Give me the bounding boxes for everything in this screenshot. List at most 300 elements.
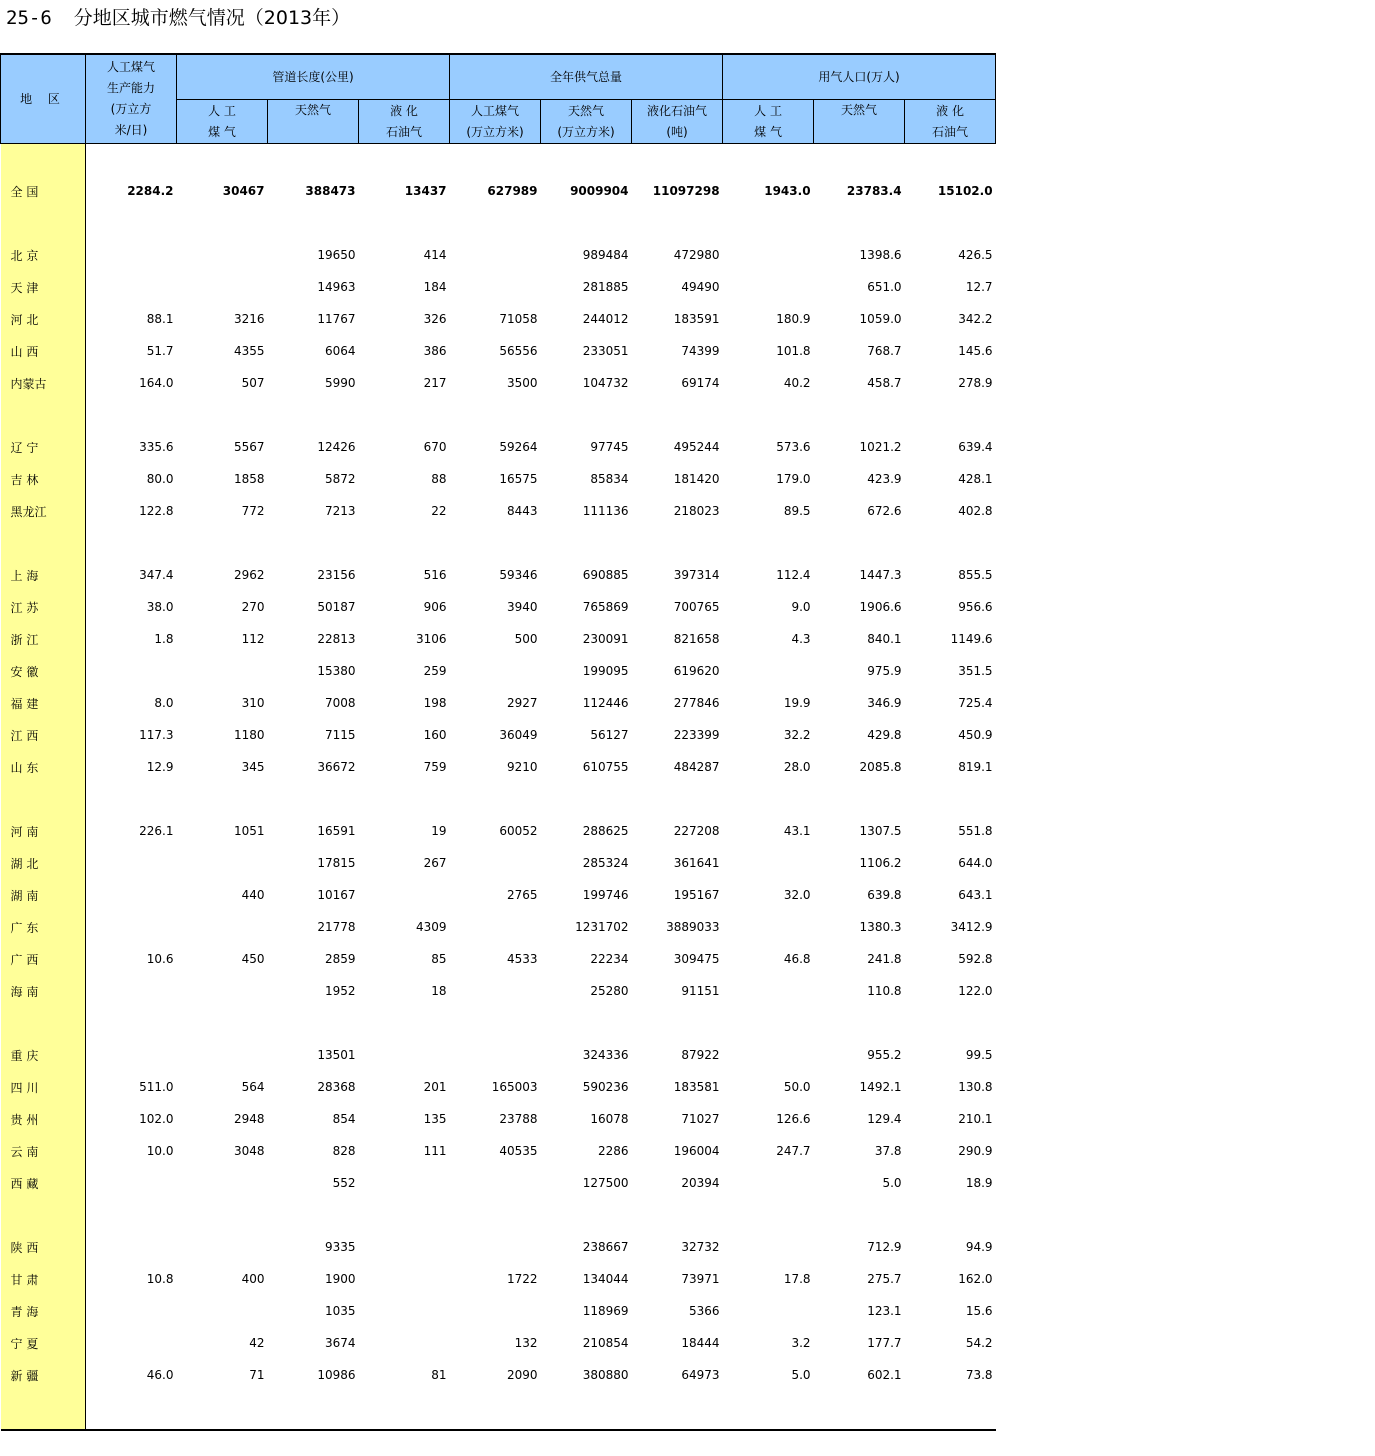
table-row: [1, 335, 996, 367]
table-row: [1, 591, 996, 623]
header-line: 人工煤气: [471, 103, 520, 118]
value-cell: 1492.1: [859, 1080, 902, 1094]
supply-group-header: 全年供气总量: [450, 54, 723, 100]
empty-cell: [632, 144, 723, 176]
value-cell: 23788: [499, 1112, 538, 1126]
value-cell: 643.1: [958, 888, 993, 902]
empty-cell: [723, 144, 814, 176]
value-cell: 270: [241, 600, 265, 614]
value-cell: 85: [431, 952, 447, 966]
region-name: 广 东: [1, 911, 86, 943]
region-name: 宁 夏: [1, 1327, 86, 1359]
value-cell: 7115: [324, 728, 356, 742]
header-line: (万立方米): [466, 124, 524, 139]
value-cell: 123.1: [867, 1304, 902, 1318]
value-cell: 651.0: [867, 280, 902, 294]
header-line: (万立方: [110, 102, 152, 116]
value-cell: 484287: [673, 760, 720, 774]
empty-cell: [541, 527, 632, 559]
value-cell: 2085.8: [859, 760, 902, 774]
empty-cell: [359, 1007, 450, 1039]
value-cell: 118969: [582, 1304, 629, 1318]
empty-cell: [632, 527, 723, 559]
value-cell: [450, 271, 541, 303]
region-name: 吉 林: [1, 463, 86, 495]
value-cell: 821658: [673, 632, 720, 646]
pipeline-lpg-header: [359, 100, 450, 144]
value-cell: 10986: [317, 1368, 356, 1382]
region-name: 西 藏: [1, 1167, 86, 1199]
value-cell: 670: [423, 440, 447, 454]
value-cell: 610755: [582, 760, 629, 774]
value-cell: 400: [241, 1272, 265, 1286]
table-row: [1, 847, 996, 879]
value-cell: 3940: [506, 600, 538, 614]
value-cell: [86, 1167, 177, 1199]
value-cell: 184: [423, 280, 447, 294]
value-cell: 110.8: [867, 984, 902, 998]
value-cell: 281885: [582, 280, 629, 294]
value-cell: 1447.3: [859, 568, 902, 582]
value-cell: [177, 655, 268, 687]
value-cell: 89.5: [783, 504, 811, 518]
value-cell: 13437: [404, 184, 447, 198]
value-cell: 2765: [506, 888, 538, 902]
value-cell: 772: [241, 504, 265, 518]
value-cell: 388473: [305, 184, 356, 198]
value-cell: [723, 271, 814, 303]
value-cell: 16591: [317, 824, 356, 838]
value-cell: 564: [241, 1080, 265, 1094]
value-cell: 351.5: [958, 664, 993, 678]
value-cell: 13501: [317, 1048, 356, 1062]
value-cell: 226.1: [139, 824, 174, 838]
empty-cell: [632, 783, 723, 815]
value-cell: 8.0: [154, 696, 174, 710]
spacer-row: [1, 1199, 996, 1231]
table-row: [1, 1071, 996, 1103]
value-cell: [723, 655, 814, 687]
value-cell: 458.7: [867, 376, 902, 390]
value-cell: 5567: [233, 440, 265, 454]
value-cell: [450, 847, 541, 879]
region-cell-empty: [1, 399, 86, 431]
value-cell: 2859: [324, 952, 356, 966]
value-cell: [86, 239, 177, 271]
empty-cell: [450, 527, 541, 559]
value-cell: 210854: [582, 1336, 629, 1350]
table-row: [1, 1295, 996, 1327]
value-cell: 134044: [582, 1272, 629, 1286]
value-cell: 42: [249, 1336, 265, 1350]
value-cell: 5.0: [882, 1176, 902, 1190]
value-cell: [723, 1167, 814, 1199]
value-cell: 46.0: [146, 1368, 174, 1382]
value-cell: 69174: [681, 376, 720, 390]
table-row: [1, 879, 996, 911]
value-cell: 1021.2: [859, 440, 902, 454]
empty-cell: [723, 1007, 814, 1039]
value-cell: [359, 1263, 450, 1295]
value-cell: 81: [431, 1368, 447, 1382]
value-cell: [177, 271, 268, 303]
value-cell: 759: [423, 760, 447, 774]
region-name: 湖 北: [1, 847, 86, 879]
value-cell: 16078: [590, 1112, 629, 1126]
value-cell: 22813: [317, 632, 356, 646]
empty-cell: [450, 399, 541, 431]
value-cell: 2962: [233, 568, 265, 582]
value-cell: 2286: [597, 1144, 629, 1158]
empty-cell: [359, 1199, 450, 1231]
value-cell: 21778: [317, 920, 356, 934]
header-line: 石油气: [386, 124, 423, 139]
header-line: 人 工: [208, 103, 236, 118]
value-cell: 429.8: [867, 728, 902, 742]
empty-cell: [86, 1199, 177, 1231]
value-cell: 223399: [673, 728, 720, 742]
empty-cell: [450, 1007, 541, 1039]
value-cell: 1858: [233, 472, 265, 486]
value-cell: 64973: [681, 1368, 720, 1382]
empty-cell: [268, 527, 359, 559]
value-cell: 111: [423, 1144, 447, 1158]
value-cell: [450, 239, 541, 271]
value-cell: 1149.6: [950, 632, 993, 646]
table-row: [1, 495, 996, 527]
value-cell: 828: [332, 1144, 356, 1158]
value-cell: 122.8: [139, 504, 174, 518]
value-cell: 602.1: [867, 1368, 902, 1382]
value-cell: 87922: [681, 1048, 720, 1062]
header-line: 人工煤气: [106, 60, 155, 74]
value-cell: 840.1: [867, 632, 902, 646]
table-row: [1, 1135, 996, 1167]
empty-cell: [632, 1007, 723, 1039]
value-cell: 37.8: [874, 1144, 902, 1158]
empty-cell: [359, 1391, 450, 1430]
value-cell: 17.8: [783, 1272, 811, 1286]
value-cell: 335.6: [139, 440, 174, 454]
value-cell: 145.6: [958, 344, 993, 358]
empty-cell: [541, 399, 632, 431]
value-cell: 9335: [324, 1240, 356, 1254]
region-name: 陕 西: [1, 1231, 86, 1263]
value-cell: 15.6: [965, 1304, 993, 1318]
region-cell-empty: [1, 783, 86, 815]
value-cell: [450, 911, 541, 943]
value-cell: 210.1: [958, 1112, 993, 1126]
header-line: (万立方米): [557, 124, 615, 139]
value-cell: [86, 1295, 177, 1327]
header-line: 煤 气: [754, 124, 782, 139]
value-cell: 275.7: [867, 1272, 902, 1286]
empty-cell: [814, 1391, 905, 1430]
value-cell: 12426: [317, 440, 356, 454]
value-cell: 472980: [673, 248, 720, 262]
value-cell: 955.2: [867, 1048, 902, 1062]
value-cell: 423.9: [867, 472, 902, 486]
region-name: 辽 宁: [1, 431, 86, 463]
region-name: 北 京: [1, 239, 86, 271]
value-cell: 183591: [673, 312, 720, 326]
table-row: [1, 431, 996, 463]
value-cell: 183581: [673, 1080, 720, 1094]
value-cell: 700765: [673, 600, 720, 614]
value-cell: 4309: [415, 920, 447, 934]
value-cell: [723, 847, 814, 879]
value-cell: 956.6: [958, 600, 993, 614]
value-cell: 573.6: [776, 440, 811, 454]
empty-cell: [905, 399, 996, 431]
value-cell: 130.8: [958, 1080, 993, 1094]
header-line: 液化石油气: [647, 103, 708, 118]
value-cell: 196004: [673, 1144, 720, 1158]
empty-cell: [723, 1199, 814, 1231]
value-cell: 36049: [499, 728, 538, 742]
empty-cell: [541, 144, 632, 176]
value-cell: [450, 655, 541, 687]
value-cell: 11767: [317, 312, 356, 326]
value-cell: [723, 239, 814, 271]
value-cell: 1943.0: [764, 184, 811, 198]
empty-cell: [177, 1007, 268, 1039]
value-cell: 74399: [681, 344, 720, 358]
value-cell: [450, 1295, 541, 1327]
region-name: 广 西: [1, 943, 86, 975]
empty-cell: [177, 783, 268, 815]
value-cell: 414: [423, 248, 447, 262]
value-cell: 112.4: [776, 568, 811, 582]
value-cell: 290.9: [958, 1144, 993, 1158]
value-cell: 1180: [233, 728, 265, 742]
value-cell: 122.0: [958, 984, 993, 998]
value-cell: 88: [431, 472, 447, 486]
region-name: 甘 肃: [1, 1263, 86, 1295]
value-cell: [177, 1039, 268, 1071]
value-cell: 2927: [506, 696, 538, 710]
table-header: [1, 54, 996, 144]
table-bottom-row: [1, 1391, 996, 1430]
value-cell: 277846: [673, 696, 720, 710]
table-row: [1, 719, 996, 751]
value-cell: 129.4: [867, 1112, 902, 1126]
value-cell: 36672: [317, 760, 356, 774]
empty-cell: [814, 399, 905, 431]
artificial-capacity-header: [86, 54, 177, 144]
empty-cell: [905, 144, 996, 176]
value-cell: 135: [423, 1112, 447, 1126]
value-cell: 227208: [673, 824, 720, 838]
table-row: [1, 687, 996, 719]
value-cell: 1722: [506, 1272, 538, 1286]
value-cell: 19.9: [783, 696, 811, 710]
value-cell: [177, 239, 268, 271]
value-cell: [86, 271, 177, 303]
empty-cell: [450, 1391, 541, 1430]
value-cell: 639.4: [958, 440, 993, 454]
value-cell: 1398.6: [859, 248, 902, 262]
value-cell: 217: [423, 376, 447, 390]
value-cell: [177, 1167, 268, 1199]
value-cell: 10.0: [146, 1144, 174, 1158]
value-cell: [359, 1231, 450, 1263]
table-row: [1, 239, 996, 271]
value-cell: 12.9: [146, 760, 174, 774]
value-cell: 768.7: [867, 344, 902, 358]
value-cell: 22234: [590, 952, 629, 966]
value-cell: 854: [332, 1112, 356, 1126]
empty-cell: [814, 144, 905, 176]
value-cell: 1035: [324, 1304, 356, 1318]
value-cell: 177.7: [867, 1336, 902, 1350]
value-cell: [450, 975, 541, 1007]
value-cell: 18.9: [965, 1176, 993, 1190]
table-row: [1, 463, 996, 495]
empty-cell: [268, 399, 359, 431]
value-cell: 244012: [582, 312, 629, 326]
region-name: 河 南: [1, 815, 86, 847]
table-row: [1, 751, 996, 783]
table-row: [1, 1231, 996, 1263]
value-cell: 16575: [499, 472, 538, 486]
header-line: 液 化: [936, 103, 964, 118]
value-cell: 46.8: [783, 952, 811, 966]
region-name: 山 西: [1, 335, 86, 367]
value-cell: 288625: [582, 824, 629, 838]
region-name: 青 海: [1, 1295, 86, 1327]
region-name: 全 国: [1, 175, 86, 207]
value-cell: 49490: [681, 280, 720, 294]
empty-cell: [268, 1391, 359, 1430]
empty-cell: [905, 527, 996, 559]
value-cell: [86, 655, 177, 687]
value-cell: 25280: [590, 984, 629, 998]
value-cell: [359, 1295, 450, 1327]
population-lpg-header: [905, 100, 996, 144]
value-cell: 3.2: [791, 1336, 811, 1350]
region-name: 河 北: [1, 303, 86, 335]
value-cell: [177, 975, 268, 1007]
empty-cell: [632, 1391, 723, 1430]
value-cell: 91151: [681, 984, 720, 998]
table-row: [1, 367, 996, 399]
value-cell: 14963: [317, 280, 356, 294]
value-cell: 552: [332, 1176, 356, 1190]
empty-cell: [359, 783, 450, 815]
empty-cell: [177, 399, 268, 431]
value-cell: 402.8: [958, 504, 993, 518]
empty-cell: [905, 1199, 996, 1231]
spacer-row: [1, 527, 996, 559]
value-cell: 2090: [506, 1368, 538, 1382]
value-cell: 1380.3: [859, 920, 902, 934]
value-cell: 819.1: [958, 760, 993, 774]
value-cell: 310: [241, 696, 265, 710]
value-cell: 10.6: [146, 952, 174, 966]
value-cell: [450, 1231, 541, 1263]
value-cell: 644.0: [958, 856, 993, 870]
table-row: [1, 1263, 996, 1295]
value-cell: 50.0: [783, 1080, 811, 1094]
value-cell: 241.8: [867, 952, 902, 966]
value-cell: [723, 1295, 814, 1327]
table-row: [1, 1359, 996, 1391]
header-line: 煤 气: [208, 124, 236, 139]
region-cell-empty: [1, 527, 86, 559]
value-cell: [86, 1327, 177, 1359]
value-cell: 73.8: [965, 1368, 993, 1382]
region-name: 新 疆: [1, 1359, 86, 1391]
value-cell: 4533: [506, 952, 538, 966]
value-cell: 1051: [233, 824, 265, 838]
value-cell: 1.8: [154, 632, 174, 646]
region-name: 贵 州: [1, 1103, 86, 1135]
supply-natural-header: [541, 100, 632, 144]
value-cell: 160: [423, 728, 447, 742]
region-name: 四 川: [1, 1071, 86, 1103]
value-cell: [86, 847, 177, 879]
value-cell: 199746: [582, 888, 629, 902]
value-cell: 180.9: [776, 312, 811, 326]
region-name: 黑龙江: [1, 495, 86, 527]
value-cell: 10.8: [146, 1272, 174, 1286]
header-line: 米/日): [114, 123, 148, 137]
region-name: 上 海: [1, 559, 86, 591]
value-cell: 59264: [499, 440, 538, 454]
region-cell-empty: [1, 1199, 86, 1231]
value-cell: 40535: [499, 1144, 538, 1158]
value-cell: 1059.0: [859, 312, 902, 326]
empty-cell: [359, 144, 450, 176]
value-cell: 450: [241, 952, 265, 966]
value-cell: 259: [423, 664, 447, 678]
spacer-row: [1, 1007, 996, 1039]
value-cell: 117.3: [139, 728, 174, 742]
empty-cell: [86, 144, 177, 176]
value-cell: 3216: [233, 312, 265, 326]
empty-cell: [450, 207, 541, 239]
value-cell: 672.6: [867, 504, 902, 518]
region-name: 内蒙古: [1, 367, 86, 399]
region-name: 江 苏: [1, 591, 86, 623]
value-cell: 56127: [590, 728, 629, 742]
value-cell: [86, 911, 177, 943]
value-cell: 3674: [324, 1336, 356, 1350]
value-cell: 32.0: [783, 888, 811, 902]
value-cell: 1906.6: [859, 600, 902, 614]
value-cell: 10167: [317, 888, 356, 902]
value-cell: 500: [514, 632, 538, 646]
value-cell: [359, 879, 450, 911]
value-cell: 51.7: [146, 344, 174, 358]
value-cell: 380880: [582, 1368, 629, 1382]
value-cell: 440: [241, 888, 265, 902]
region-name: 浙 江: [1, 623, 86, 655]
value-cell: [723, 975, 814, 1007]
empty-cell: [541, 1391, 632, 1430]
value-cell: 22: [431, 504, 447, 518]
value-cell: 19: [431, 824, 447, 838]
empty-cell: [723, 1391, 814, 1430]
value-cell: 345: [241, 760, 265, 774]
value-cell: 181420: [673, 472, 720, 486]
value-cell: 906: [423, 600, 447, 614]
empty-cell: [450, 783, 541, 815]
value-cell: 7213: [324, 504, 356, 518]
value-cell: 71058: [499, 312, 538, 326]
empty-cell: [268, 207, 359, 239]
